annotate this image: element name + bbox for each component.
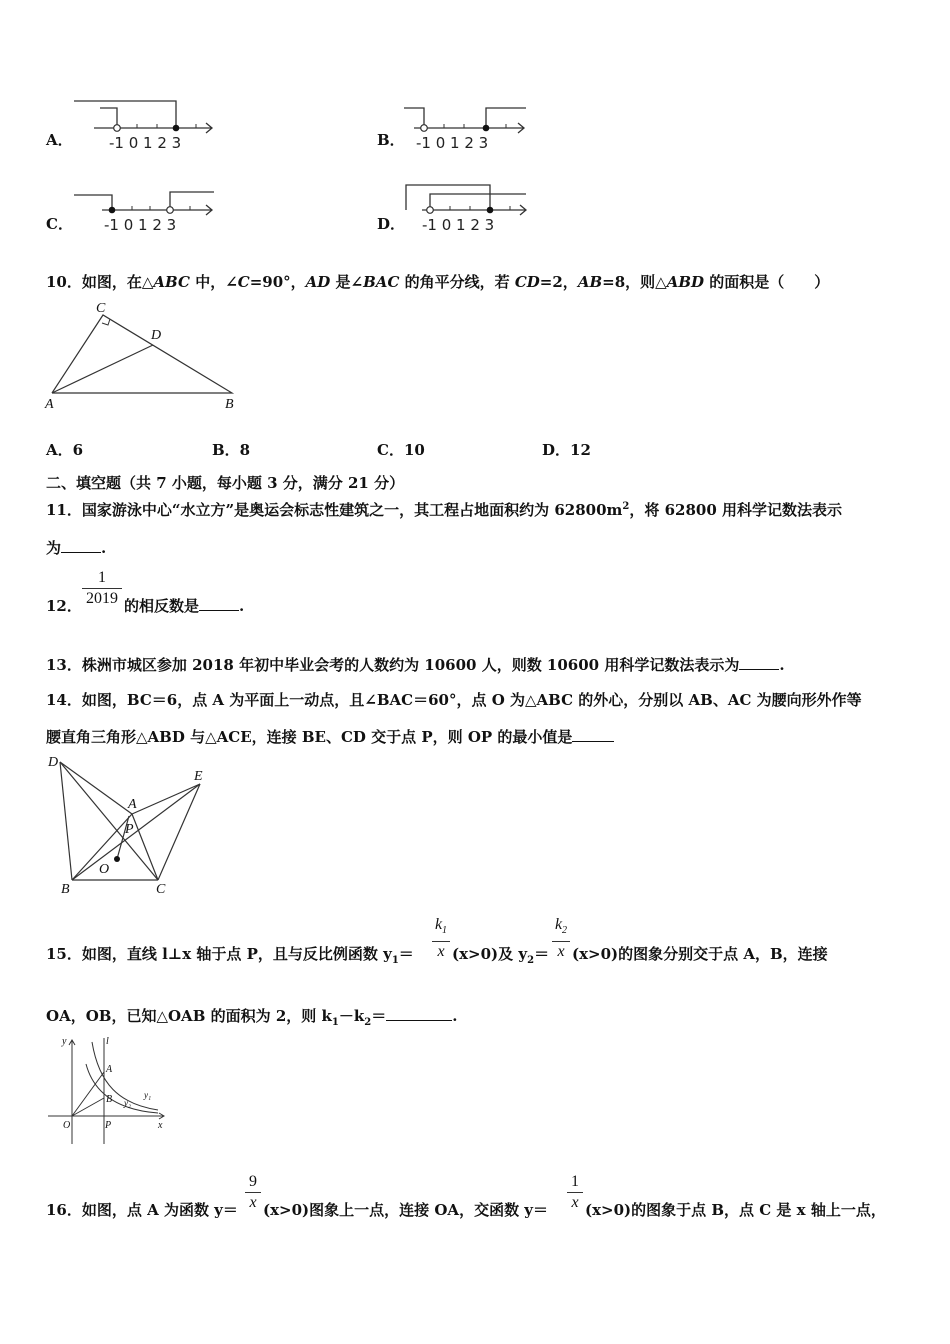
label-e: E xyxy=(194,769,203,784)
label-c: C xyxy=(156,882,166,897)
label-x: x xyxy=(158,1120,163,1131)
q14-figure xyxy=(42,752,222,902)
number-line-b xyxy=(402,98,552,154)
label-p: P xyxy=(105,1120,112,1131)
q15-line2: OA，OB，已知△OAB 的面积为 2，则 $k_1-k_2=$ . xyxy=(46,1007,458,1028)
number-line-a xyxy=(72,98,222,154)
q10-text: 10．如图，在△ABC 中，∠C=90°，AD 是∠BAC 的角平分线，若 CD=2，AB=8，则△ABD 的面积是（ ） xyxy=(46,273,830,291)
q16-fraction-1: 9 x xyxy=(245,1173,261,1212)
q11-line1: 11．国家游泳中心“水立方”是奥运会标志性建筑之一，其工程占地面积约为 $62800m^2$，将 62800 用科学记数法表示 xyxy=(46,501,843,519)
q10-figure xyxy=(40,296,250,420)
label-y1: y₁ xyxy=(144,1090,152,1100)
ticks-c: -1 0 1 2 3 xyxy=(104,216,177,234)
ticks-d: -1 0 1 2 3 xyxy=(422,216,495,234)
option-c-label: C． xyxy=(46,215,73,233)
q15-part1: 15．如图，直线 l⊥x 轴于点 P，且与反比例函数 $y_1=$ xyxy=(46,945,414,966)
label-y: y xyxy=(62,1036,67,1047)
label-o: O xyxy=(99,862,110,877)
q15-part5: (x>0)的图象分别交于点 A，B，连接 xyxy=(572,945,828,963)
q10-choice-a: A．6 xyxy=(46,441,84,459)
q12-text: 的相反数是 . xyxy=(124,597,245,615)
q14-line1: 14．如图，BC＝6，点 A 为平面上一动点，且∠BAC＝60°，点 O 为△ABC 的外心，分别以 AB、AC 为腰向形外作等 xyxy=(46,691,862,709)
number-line-c xyxy=(72,180,222,236)
ticks-a: -1 0 1 2 3 xyxy=(109,134,182,152)
label-a: A xyxy=(128,797,137,812)
q10-choice-d: D．12 xyxy=(542,441,591,459)
label-c: C xyxy=(96,301,106,316)
label-b: B xyxy=(106,1094,113,1105)
label-y2: y₂ xyxy=(124,1098,132,1108)
label-a: A xyxy=(45,397,54,412)
q10-choice-b: B．8 xyxy=(212,441,251,459)
q16-part3: (x>0)的图象于点 B，点 C 是 x 轴上一点， xyxy=(585,1201,886,1219)
answer-blank[interactable] xyxy=(386,1020,452,1021)
q16-part2: (x>0)图象上一点，连接 OA，交函数 y＝ xyxy=(263,1201,549,1219)
q13-text: 13．株洲市城区参加 2018 年初中毕业会考的人数约为 10600 人，则数 10600 用科学记数法表示为 . xyxy=(46,656,785,674)
option-b-label: B． xyxy=(377,131,405,149)
option-a-label: A． xyxy=(46,131,73,149)
q15-part3: (x>0)及 $y_2=$ xyxy=(452,945,550,966)
label-o: O xyxy=(63,1120,71,1131)
q15-fraction-2: $k_2$ x xyxy=(552,916,570,961)
ticks-b: -1 0 1 2 3 xyxy=(416,134,489,152)
q12-fraction: 1 2019 xyxy=(82,569,122,608)
number-line-d xyxy=(402,180,552,236)
label-p: P xyxy=(125,822,134,837)
q15-figure xyxy=(44,1034,174,1154)
q11-line2: 为 . xyxy=(46,539,107,557)
answer-blank[interactable] xyxy=(739,669,779,670)
q12-number: 12． xyxy=(46,597,82,615)
label-l: l xyxy=(106,1036,109,1047)
label-d: D xyxy=(48,755,59,770)
answer-blank[interactable] xyxy=(61,552,101,553)
section-heading: 二、填空题（共 7 小题，每小题 3 分，满分 21 分） xyxy=(46,474,405,492)
q15-fraction-1: $k_1$ x xyxy=(432,916,450,961)
label-b: B xyxy=(61,882,70,897)
q16-part1: 16．如图，点 A 为函数 y＝ xyxy=(46,1201,238,1219)
label-d: D xyxy=(151,328,162,343)
option-d-label: D． xyxy=(377,215,406,233)
label-a: A xyxy=(106,1064,113,1075)
q10-choice-c: C．10 xyxy=(377,441,425,459)
answer-blank[interactable] xyxy=(572,741,614,742)
q14-line2: 腰直角三角形△ABD 与△ACE，连接 BE、CD 交于点 P，则 OP 的最小值是 xyxy=(46,726,614,747)
q16-fraction-2: 1 x xyxy=(567,1173,583,1212)
label-b: B xyxy=(225,397,234,412)
answer-blank[interactable] xyxy=(199,610,239,611)
